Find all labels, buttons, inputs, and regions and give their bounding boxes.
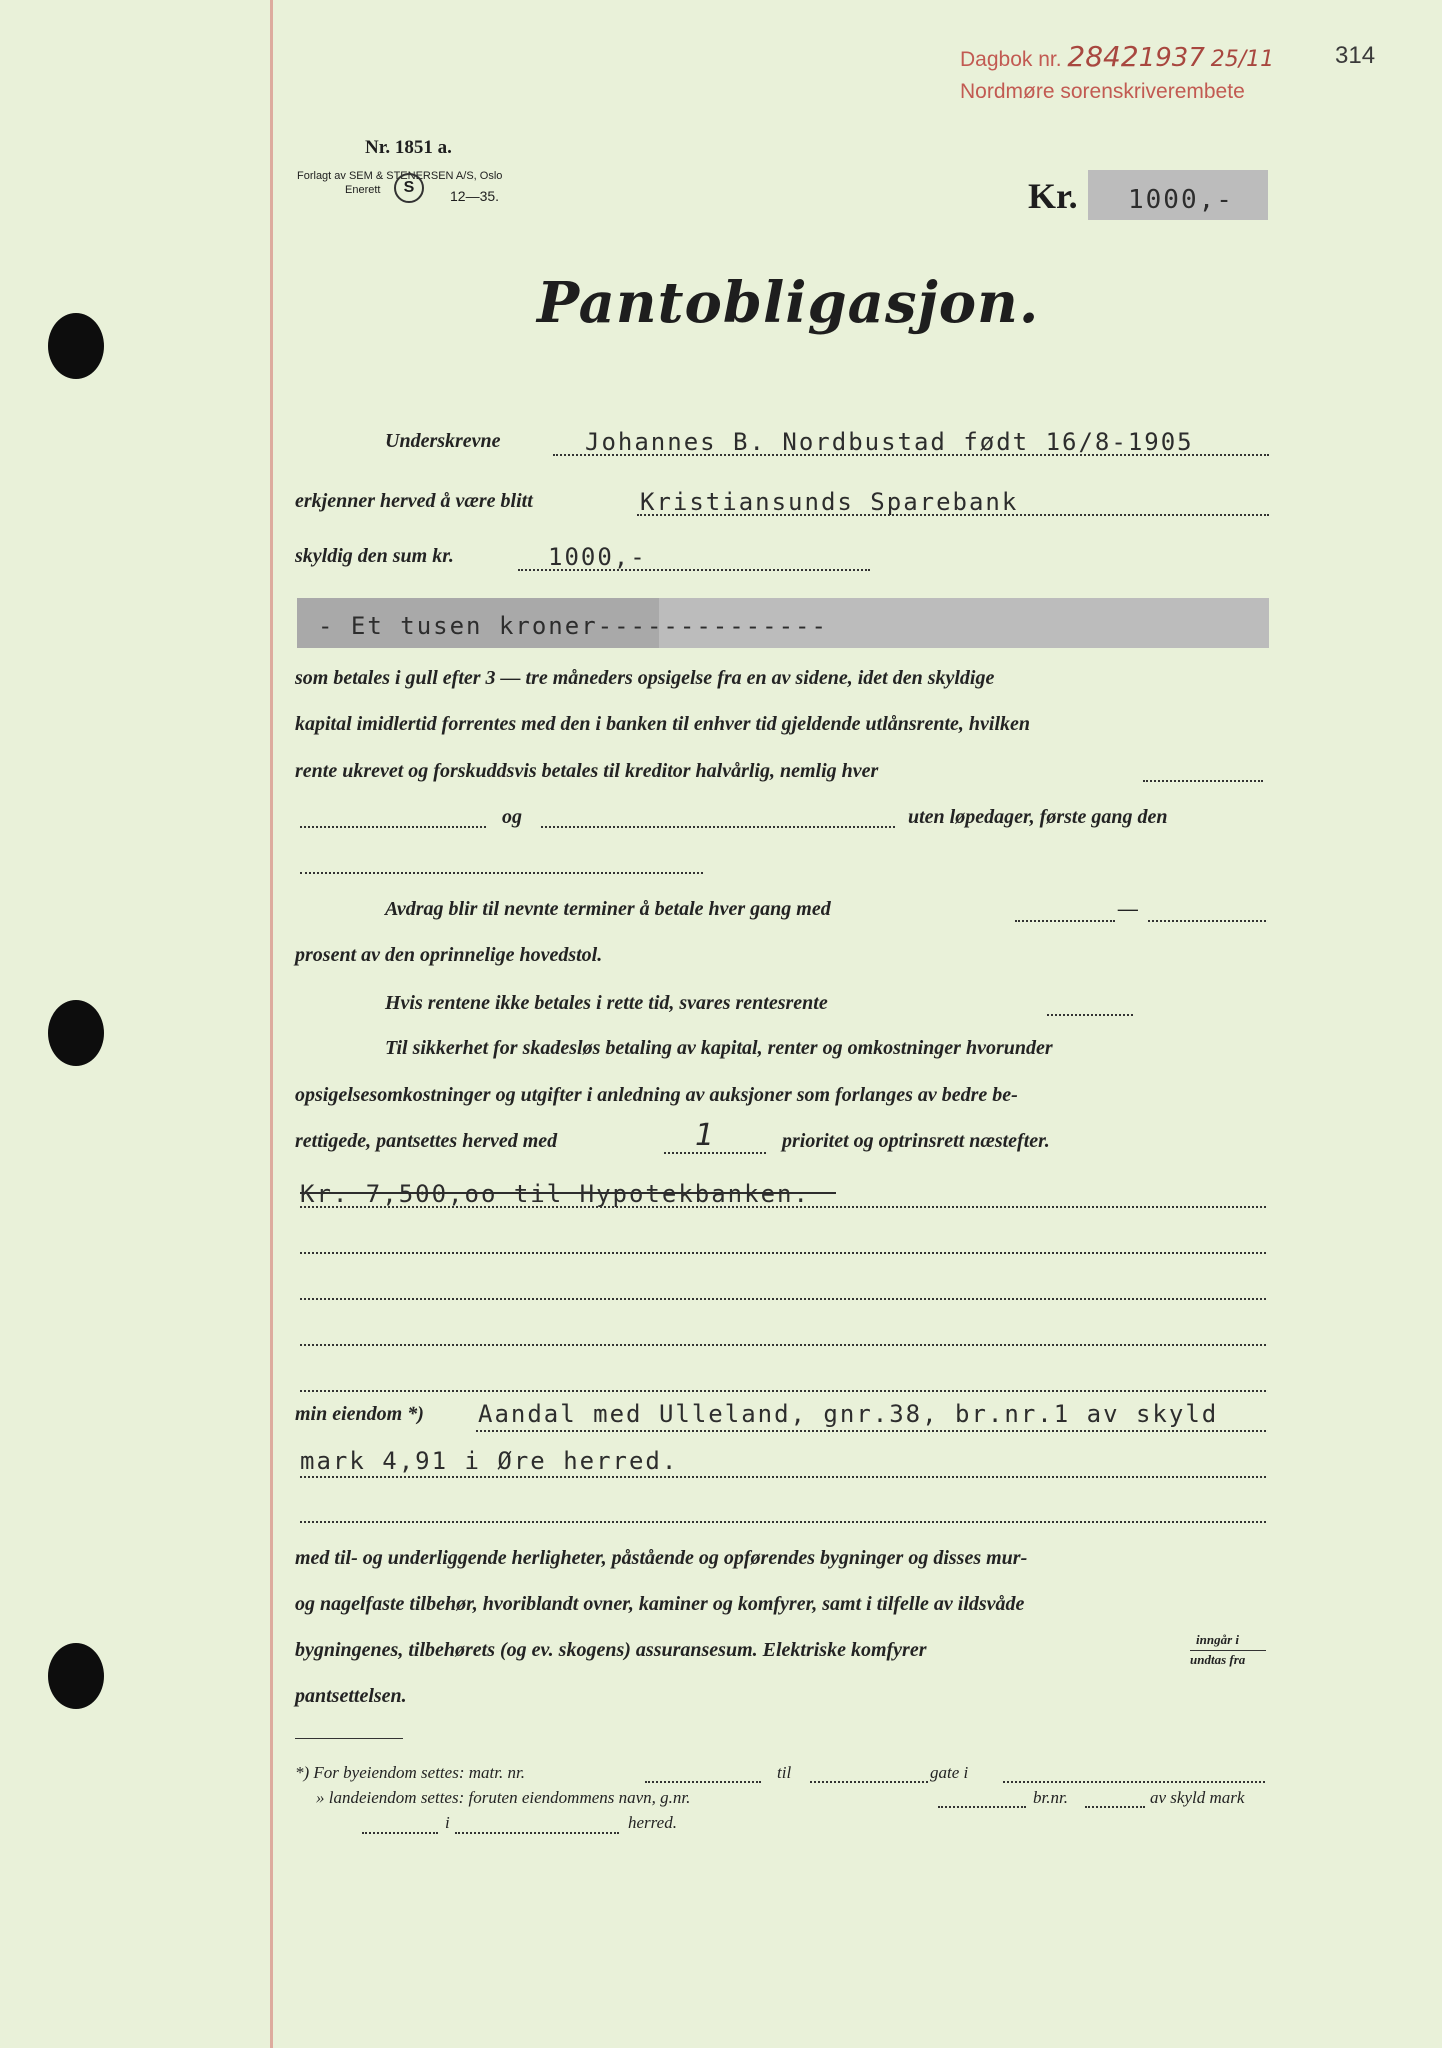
dagbok-date: 25/11	[1210, 47, 1275, 72]
footnote-brnr-line	[1085, 1806, 1145, 1808]
footnote-line1b: til	[777, 1763, 792, 1782]
creditor-value: Kristiansunds Sparebank	[640, 488, 1019, 516]
footnote-gate-line	[1003, 1781, 1265, 1783]
footnote-line3a: i	[445, 1813, 450, 1832]
dagbok-label: Dagbok nr.	[960, 48, 1062, 71]
p4-line3a: rettigede, pantsettes herved med	[295, 1130, 558, 1152]
office-stamp: Nordmøre sorenskriverembete	[960, 80, 1245, 103]
property-label: min eiendom *)	[295, 1403, 424, 1425]
prior-line-5	[300, 1390, 1266, 1392]
prior-lien-strike	[300, 1192, 836, 1194]
footnote-mark-line	[362, 1832, 438, 1834]
p5-line4: pantsettelsen.	[295, 1685, 407, 1707]
footnote-herred-line	[455, 1832, 619, 1834]
property-line1: Aandal med Ulleland, gnr.38, br.nr.1 av skyld	[478, 1400, 1219, 1428]
form-number: Nr. 1851 a.	[365, 137, 452, 158]
p5-line3: bygningenes, tilbehørets (og ev. skogens) assuransesum. Elektriske komfyrer	[295, 1639, 927, 1661]
property-dots-3	[300, 1521, 1266, 1523]
p3-line: Hvis rentene ikke betales i rette tid, svares rentesrente	[385, 992, 828, 1014]
footnote-line1c: gate i	[930, 1763, 969, 1782]
p1-first-date-line	[300, 872, 703, 874]
punch-hole-top	[48, 313, 104, 379]
footnote-line2a: » landeiendom settes: foruten eiendommens navn, g.nr.	[316, 1788, 691, 1807]
margin-rule	[270, 0, 273, 2048]
footnote-til-line	[810, 1781, 928, 1783]
p2-line1: Avdrag blir til nevnte terminer å betale hver gang med	[385, 898, 831, 920]
p5-line1: med til- og underliggende herligheter, påstående og opførendes bygninger og disses mur-	[295, 1547, 1028, 1569]
creditor-label: erkjenner herved å være blitt	[295, 490, 533, 512]
property-line2: mark 4,91 i Øre herred.	[300, 1447, 679, 1475]
p2-amount-line2	[1148, 920, 1266, 922]
p1-date2-line	[541, 826, 895, 828]
p1-every-line	[1143, 780, 1263, 782]
footnote-rule	[295, 1738, 403, 1739]
footnote-gnr-line	[938, 1806, 1026, 1808]
p1-line4: uten løpedager, første gang den	[908, 806, 1168, 828]
dagbok-stamp	[960, 40, 1274, 73]
amount-value: 1000,-	[1128, 185, 1234, 215]
p1-line1: som betales i gull efter 3 — tre måneders opsigelse fra en av sidene, idet den skyldige	[295, 667, 995, 689]
prior-lien-value: Kr. 7,500,oo til Hypotekbanken.	[300, 1180, 810, 1208]
footnote-line1a: *) For byeiendom settes: matr. nr.	[295, 1763, 525, 1782]
dagbok-number: 2842	[1067, 40, 1139, 73]
punch-hole-bottom	[48, 1643, 104, 1709]
p2-amount-line	[1015, 920, 1115, 922]
p4-priority-value: 1	[695, 1118, 715, 1153]
p1-line2: kapital imidlertid forrentes med den i banken til enhver tid gjeldende utlånsrente, hvilken	[295, 713, 1031, 735]
punch-hole-middle	[48, 1000, 104, 1066]
prior-line-4	[300, 1344, 1266, 1346]
amount-words-value: - Et tusen kroner--------------	[318, 612, 828, 640]
include-option: inngår i	[1196, 1632, 1239, 1647]
footnote-line2b: br.nr.	[1033, 1788, 1068, 1807]
property-dots-1	[476, 1430, 1266, 1432]
p4-line2: opsigelsesomkostninger og utgifter i anledning av auksjoner som forlanges av bedre be-	[295, 1084, 1018, 1106]
prior-line-2	[300, 1252, 1266, 1254]
p2-line2: prosent av den oprinnelige hovedstol.	[295, 944, 603, 966]
p2-dash: —	[1118, 898, 1138, 920]
sum-label: skyldig den sum kr.	[295, 545, 454, 567]
amount-label: Kr.	[1028, 176, 1078, 216]
undersigned-value: Johannes B. Nordbustad født 16/8-1905	[585, 428, 1194, 456]
p1-date1-line	[300, 826, 486, 828]
dagbok-year: 1937	[1138, 43, 1205, 73]
p5-line2: og nagelfaste tilbehør, hvoriblandt ovner, kaminer og komfyrer, samt i tilfelle av ildsvåde	[295, 1593, 1025, 1615]
footnote-matr-line	[645, 1781, 761, 1783]
document-title: Pantobligasjon.	[537, 270, 1040, 336]
property-dots-2	[300, 1476, 1266, 1478]
undersigned-label: Underskrevne	[385, 430, 501, 452]
footnote-line2c: av skyld mark	[1150, 1788, 1245, 1807]
footnote-line3b: herred.	[628, 1813, 677, 1832]
include-divider	[1190, 1650, 1266, 1651]
publisher-date: 12—35.	[450, 188, 500, 204]
publisher-copyright: Enerett	[345, 184, 381, 196]
exclude-option: undtas fra	[1190, 1652, 1246, 1667]
p3-rate-line	[1047, 1014, 1133, 1016]
p4-priority-line	[664, 1152, 766, 1154]
prior-line-3	[300, 1298, 1266, 1300]
p4-line1: Til sikkerhet for skadesløs betaling av kapital, renter og omkostninger hvorunder	[385, 1037, 1053, 1059]
prior-line-1	[300, 1206, 1266, 1208]
sum-value: 1000,-	[548, 543, 647, 571]
page-number: 314	[1335, 42, 1376, 69]
p1-og: og	[502, 806, 522, 828]
p4-line3b: prioritet og optrinsrett næstefter.	[782, 1130, 1050, 1152]
p1-line3: rente ukrevet og forskuddsvis betales til kreditor halvårlig, nemlig hver	[295, 760, 879, 782]
publisher-line: Forlagt av SEM & STENERSEN A/S, Oslo	[297, 170, 503, 182]
publisher-logo-icon: S	[394, 173, 424, 203]
